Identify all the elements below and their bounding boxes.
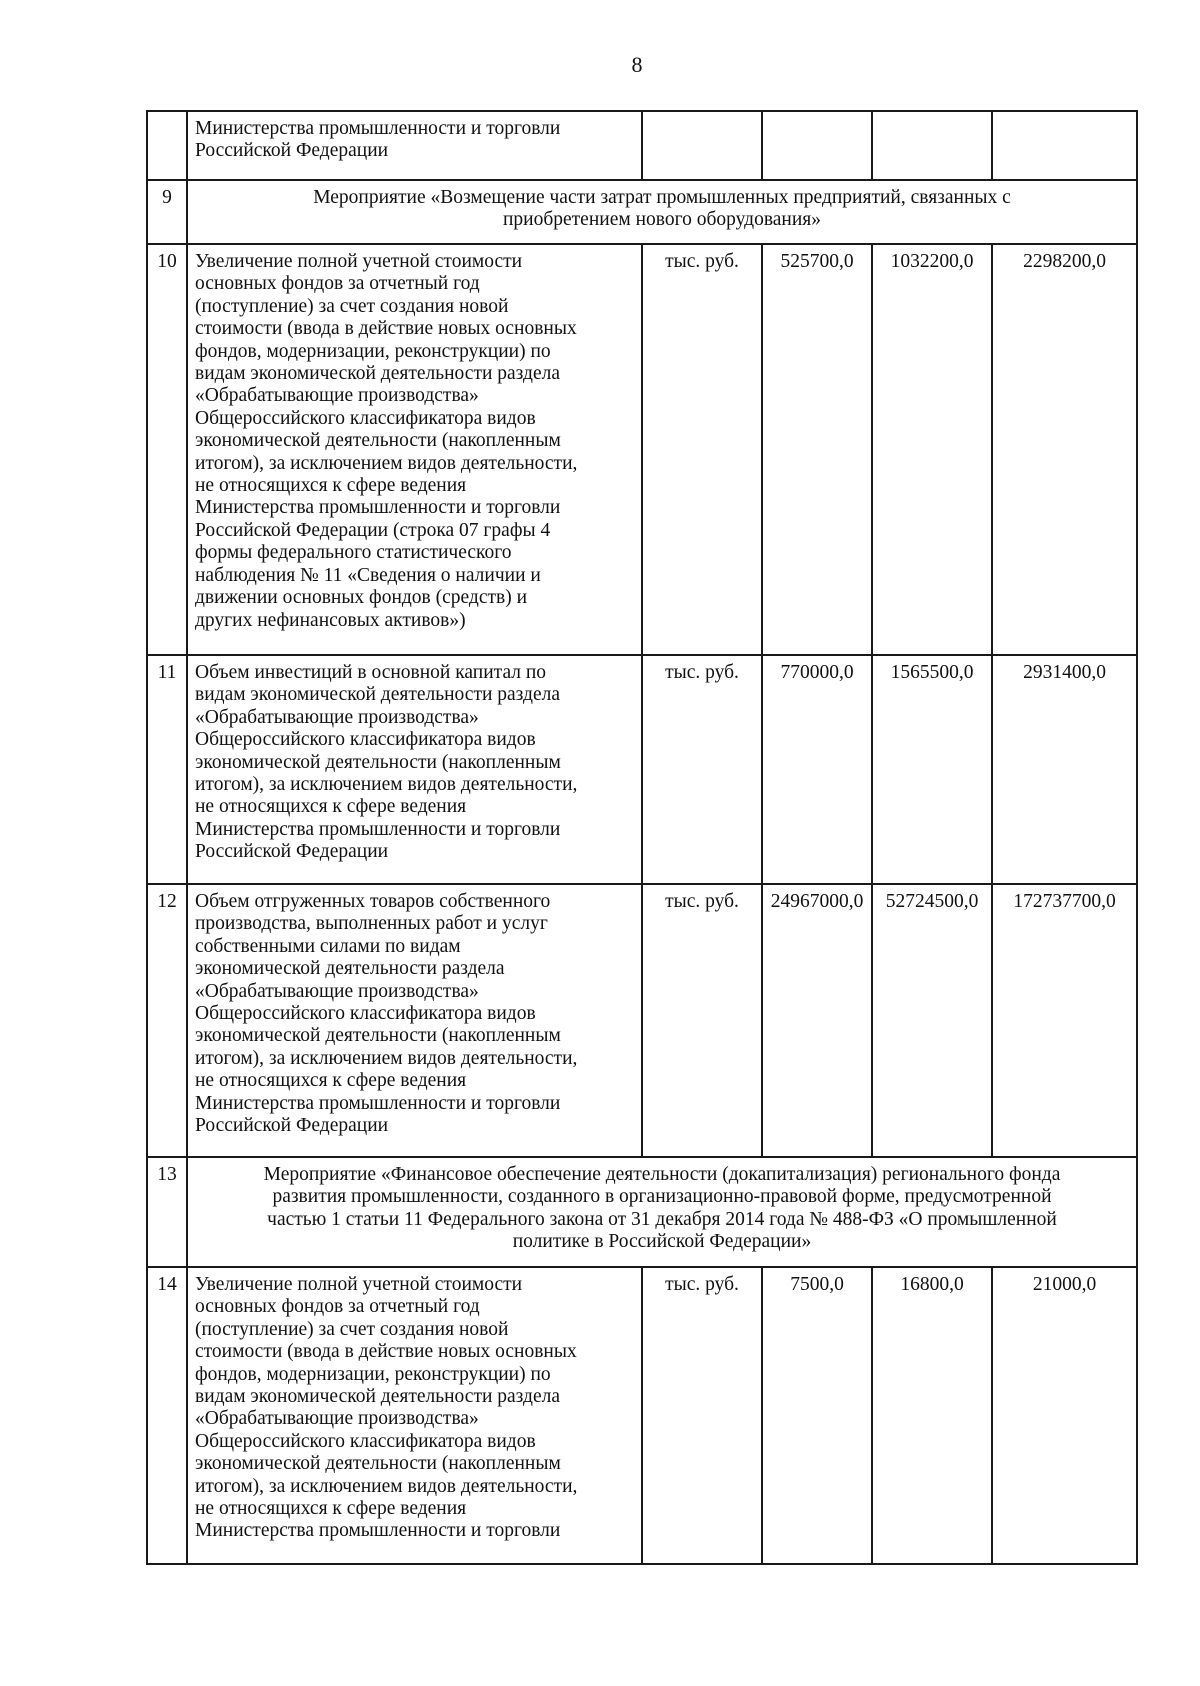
text-line: Общероссийского классификатора видов <box>195 407 536 429</box>
text-line: наблюдения № 11 «Сведения о наличии и <box>195 564 541 586</box>
text-line: «Обрабатывающие производства» <box>195 385 479 407</box>
text-line: Общероссийского классификатора видов <box>195 729 536 751</box>
text-line: Министерства промышленности и торговли <box>195 818 561 840</box>
row-number-cell: 10 <box>147 244 187 655</box>
unit-cell: тыс. руб. <box>642 884 762 1157</box>
value-cell <box>872 111 992 180</box>
text-line: итогом), за исключением видов деятельности, <box>195 774 578 796</box>
table-row-continuation <box>147 111 1137 180</box>
row-number-cell: 9 <box>147 180 187 244</box>
value-cell: 1565500,0 <box>872 655 992 884</box>
value-cell: 1032200,0 <box>872 244 992 655</box>
text-line: фондов, модернизации, реконструкции) по <box>195 340 551 362</box>
row-number-cell: 12 <box>147 884 187 1157</box>
text-line: «Обрабатывающие производства» <box>195 980 479 1002</box>
event-title-cell <box>187 180 1137 244</box>
text-line: фондов, модернизации, реконструкции) по <box>195 1363 551 1385</box>
value-cell: 16800,0 <box>872 1267 992 1564</box>
text-line: приобретением нового оборудования» <box>502 209 822 231</box>
text-line: Общероссийского классификатора видов <box>195 1430 536 1452</box>
text-line: (поступление) за счет создания новой <box>195 1318 509 1340</box>
value-cell: 2931400,0 <box>992 655 1137 884</box>
text-line: Мероприятие «Финансовое обеспечение деятельности (докапитализация) регионального фонда <box>263 1164 1061 1185</box>
text-line: стоимости (ввода в действие новых основных <box>195 318 577 340</box>
text-line: видам экономической деятельности раздела <box>195 363 560 385</box>
text-line: Объем инвестиций в основной капитал по <box>195 662 547 683</box>
text-line: Увеличение полной учетной стоимости <box>195 1274 523 1295</box>
value-cell <box>762 111 872 180</box>
text-line: движении основных фондов (средств) и <box>195 587 528 609</box>
indicator-name-cell <box>187 655 642 884</box>
text-line: экономической деятельности (накопленным <box>195 1025 561 1047</box>
value-cell: 24967000,0 <box>762 884 872 1157</box>
row-number-cell: 11 <box>147 655 187 884</box>
indicator-name-cell <box>187 884 642 1157</box>
text-line: экономической деятельности (накопленным <box>195 751 561 773</box>
event-title-cell <box>187 1157 1137 1267</box>
text-line: «Обрабатывающие производства» <box>195 706 479 728</box>
table-row-indicator-10 <box>147 244 1137 655</box>
text-line: Министерства промышленности и торговли <box>195 1520 561 1542</box>
text-line: видам экономической деятельности раздела <box>195 1386 560 1408</box>
text-line: не относящихся к сфере ведения <box>195 1070 467 1092</box>
unit-cell: тыс. руб. <box>642 655 762 884</box>
text-line: стоимости (ввода в действие новых основных <box>195 1341 577 1363</box>
text-line: производства, выполненных работ и услуг <box>195 913 548 935</box>
text-line: итогом), за исключением видов деятельности, <box>195 1047 578 1069</box>
text-line: Российской Федерации (строка 07 графы 4 <box>195 519 551 541</box>
text-line: развития промышленности, созданного в организационно-правовой форме, предусмотренной <box>272 1186 1052 1208</box>
text-line: основных фондов за отчетный год <box>195 273 480 295</box>
text-line: Министерства промышленности и торговли <box>195 497 561 519</box>
text-line: Российской Федерации <box>195 140 389 162</box>
text-line: экономической деятельности (накопленным <box>195 430 561 452</box>
unit-cell <box>642 111 762 180</box>
value-cell: 2298200,0 <box>992 244 1137 655</box>
table-row-indicator-11 <box>147 655 1137 884</box>
value-cell: 525700,0 <box>762 244 872 655</box>
text-line: не относящихся к сфере ведения <box>195 796 467 818</box>
value-cell: 770000,0 <box>762 655 872 884</box>
table-row-event-13 <box>147 1157 1137 1267</box>
indicator-name-cell <box>187 244 642 655</box>
table-row-event-9 <box>147 180 1137 244</box>
value-cell <box>992 111 1137 180</box>
text-line: Министерства промышленности и торговли <box>195 118 561 139</box>
row-number-cell: 14 <box>147 1267 187 1564</box>
indicators-table <box>146 110 1138 1565</box>
row-number-cell <box>147 111 187 180</box>
indicator-name-cell <box>187 1267 642 1564</box>
page-number: 8 <box>631 52 643 77</box>
text-line: «Обрабатывающие производства» <box>195 1408 479 1430</box>
text-line: Российской Федерации <box>195 1115 389 1137</box>
table-row-indicator-14 <box>147 1267 1137 1564</box>
text-line: не относящихся к сфере ведения <box>195 1498 467 1520</box>
text-line: формы федерального статистического <box>195 542 512 564</box>
text-line: Мероприятие «Возмещение части затрат промышленных предприятий, связанных с <box>313 187 1011 208</box>
unit-cell: тыс. руб. <box>642 244 762 655</box>
text-line: собственными силами по видам <box>195 935 461 957</box>
text-line: Российской Федерации <box>195 841 389 863</box>
text-line: итогом), за исключением видов деятельности, <box>195 452 578 474</box>
text-line: (поступление) за счет создания новой <box>195 295 509 317</box>
text-line: частью 1 статьи 11 Федерального закона от 31 декабря 2014 года № 488-ФЗ «О промышленной <box>267 1208 1057 1230</box>
text-line: основных фондов за отчетный год <box>195 1296 480 1318</box>
value-cell: 21000,0 <box>992 1267 1137 1564</box>
text-line: экономической деятельности (накопленным <box>195 1453 561 1475</box>
text-line: видам экономической деятельности раздела <box>195 684 560 706</box>
indicator-name-cell <box>187 111 642 180</box>
unit-cell: тыс. руб. <box>642 1267 762 1564</box>
text-line: экономической деятельности раздела <box>195 958 505 980</box>
text-line: политике в Российской Федерации» <box>512 1231 812 1253</box>
text-line: Увеличение полной учетной стоимости <box>195 251 523 272</box>
value-cell: 7500,0 <box>762 1267 872 1564</box>
text-line: других нефинансовых активов») <box>195 609 466 631</box>
value-cell: 172737700,0 <box>992 884 1137 1157</box>
text-line: не относящихся к сфере ведения <box>195 475 467 497</box>
text-line: Объем отгруженных товаров собственного <box>195 891 551 912</box>
value-cell: 52724500,0 <box>872 884 992 1157</box>
text-line: Общероссийского классификатора видов <box>195 1003 536 1025</box>
text-line: итогом), за исключением видов деятельности, <box>195 1475 578 1497</box>
table-row-indicator-12 <box>147 884 1137 1157</box>
row-number-cell: 13 <box>147 1157 187 1267</box>
text-line: Министерства промышленности и торговли <box>195 1092 561 1114</box>
